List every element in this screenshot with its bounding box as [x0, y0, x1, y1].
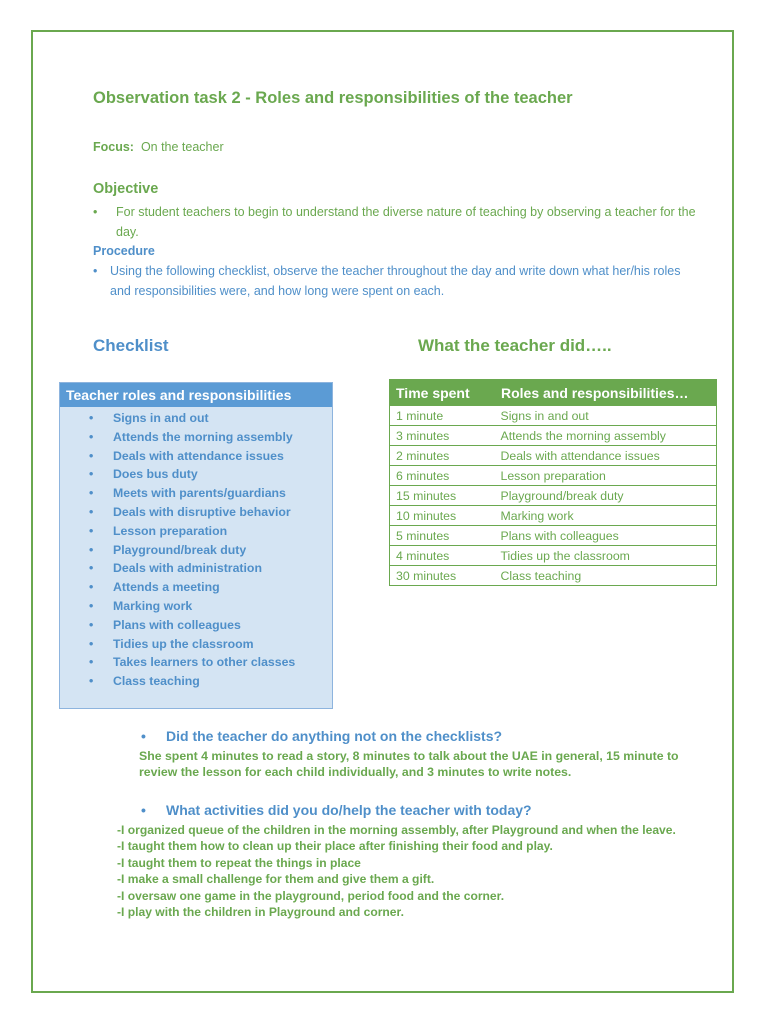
checklist-bullet: • [89, 467, 94, 482]
question-1-text: Did the teacher do anything not on the checklists? [166, 728, 503, 744]
time-spent-cell: 15 minutes [390, 486, 495, 506]
checklist-item-label: Signs in and out [113, 411, 209, 425]
activity-answer: -I taught them to repeat the things in place [117, 855, 361, 870]
question-2-text: What activities did you do/help the teacher with today? [166, 802, 532, 818]
checklist-item-label: Deals with administration [113, 561, 262, 576]
checklist-item-label: Deals with disruptive behavior [113, 504, 291, 519]
checklist-item [60, 541, 332, 560]
checklist-item [60, 503, 332, 522]
focus-line [93, 140, 224, 154]
checklist-item-label: Takes learners to other classes [113, 655, 296, 670]
checklist-item [60, 447, 332, 466]
checklist-item [60, 578, 332, 597]
activity-answer: -I organized queue of the children in the morning assembly, after Playground and when the leave. [117, 823, 676, 837]
role-cell: Class teaching [495, 566, 717, 586]
column-roles: Roles and responsibilities… [495, 380, 717, 406]
objective-bullet: • [93, 205, 98, 219]
role-cell: Plans with colleagues [495, 526, 717, 546]
question-1 [141, 728, 502, 744]
checklist-item [60, 616, 332, 635]
role-cell: Signs in and out [495, 406, 717, 426]
checklist-bullet: • [89, 580, 94, 595]
checklist-item-label: Attends a meeting [113, 580, 220, 595]
checklist-item-label: Playground/break duty [113, 542, 247, 557]
checklist-bullet: • [89, 598, 94, 613]
checklist-bullet: • [89, 542, 94, 557]
time-spent-cell: 10 minutes [390, 506, 495, 526]
table-row [390, 526, 717, 546]
checklist-item [60, 465, 332, 484]
objective-text [93, 202, 703, 242]
page-title: Observation task 2 - Roles and responsibilities of the teacher [93, 89, 573, 107]
checklist-bullet: • [89, 655, 94, 670]
question-1-bullet: • [141, 728, 146, 744]
column-time-spent: Time spent [390, 380, 495, 406]
teacher-activity-table [389, 379, 717, 586]
table-row [390, 406, 717, 426]
activity-answer: -I taught them how to clean up their place after finishing their food and play. [117, 839, 553, 854]
checklist-bullet: • [89, 561, 94, 576]
time-spent-cell: 4 minutes [390, 546, 495, 566]
question-2-answers [117, 822, 676, 920]
objective-heading: Objective [93, 181, 159, 197]
question-1-answer: She spent 4 minutes to read a story, 8 minutes to talk about the UAE in general, 15 minute to review the lesson for each child individually, and 3 minutes to write notes. [139, 749, 679, 779]
objective-body: For student teachers to begin to understand the diverse nature of teaching by observing a teacher for the day. [116, 205, 696, 239]
table-row [390, 446, 717, 466]
role-cell: Lesson preparation [495, 466, 717, 486]
table-header-row [390, 380, 717, 406]
role-cell: Attends the morning assembly [495, 426, 717, 446]
role-cell: Tidies up the classroom [495, 546, 717, 566]
checklist-bullet: • [89, 617, 94, 632]
table-row [390, 466, 717, 486]
question-2 [141, 802, 532, 818]
table-row [390, 426, 717, 446]
role-cell: Marking work [495, 506, 717, 526]
procedure-text [93, 261, 703, 301]
focus-label: Focus: [93, 140, 134, 154]
checklist-item [60, 559, 332, 578]
checklist-item [60, 672, 332, 691]
time-spent-cell: 2 minutes [390, 446, 495, 466]
checklist-item [60, 522, 332, 541]
checklist-box [59, 382, 333, 709]
checklist-item-label: Tidies up the classroom [113, 636, 254, 651]
checklist-list [60, 407, 332, 691]
checklist-item [60, 653, 332, 672]
role-cell: Playground/break duty [495, 486, 717, 506]
table-row [390, 506, 717, 526]
checklist-item-label: Marking work [113, 598, 193, 613]
time-spent-cell: 1 minute [390, 406, 495, 426]
procedure-heading: Procedure [93, 244, 155, 258]
checklist-item-label: Deals with attendance issues [113, 448, 284, 463]
checklist-bullet: • [89, 429, 94, 444]
checklist-item-label: Meets with parents/guardians [113, 486, 286, 501]
checklist-bullet: • [89, 636, 94, 651]
checklist-item [60, 597, 332, 616]
checklist-item [60, 484, 332, 503]
checklist-item-label: Lesson preparation [113, 523, 228, 538]
checklist-item-label: Plans with colleagues [113, 617, 241, 632]
role-cell: Deals with attendance issues [495, 446, 717, 466]
checklist-item-label: Class teaching [113, 674, 200, 689]
checklist-heading: Checklist [93, 336, 169, 355]
table-row [390, 486, 717, 506]
checklist-item-label: Does bus duty [113, 467, 198, 482]
checklist-item-label: Attends the morning assembly [113, 429, 293, 444]
time-spent-cell: 6 minutes [390, 466, 495, 486]
what-teacher-did-heading: What the teacher did….. [418, 336, 612, 355]
checklist-bullet: • [89, 448, 94, 463]
checklist-bullet: • [89, 674, 94, 689]
time-spent-cell: 30 minutes [390, 566, 495, 586]
time-spent-cell: 3 minutes [390, 426, 495, 446]
checklist-item [60, 409, 332, 428]
checklist-item [60, 428, 332, 447]
checklist-item [60, 635, 332, 654]
checklist-bullet: • [89, 486, 94, 501]
focus-value: On the teacher [140, 140, 224, 154]
activity-answer: -I make a small challenge for them and give them a gift. [117, 872, 435, 887]
checklist-bullet: • [89, 523, 94, 538]
activity-answer: -I play with the children in Playground and corner. [117, 904, 404, 919]
checklist-bullet: • [89, 504, 94, 519]
procedure-body: Using the following checklist, observe the teacher throughout the day and write down what her/his roles and responsibilities were, and how long were spent on each. [110, 264, 681, 298]
question-2-bullet: • [141, 802, 146, 818]
procedure-bullet: • [93, 264, 98, 278]
checklist-box-title: Teacher roles and responsibilities [60, 383, 332, 407]
checklist-bullet: • [89, 411, 94, 425]
time-spent-cell: 5 minutes [390, 526, 495, 546]
table-row [390, 566, 717, 586]
activity-answer: -I oversaw one game in the playground, period food and the corner. [117, 888, 505, 903]
table-row [390, 546, 717, 566]
